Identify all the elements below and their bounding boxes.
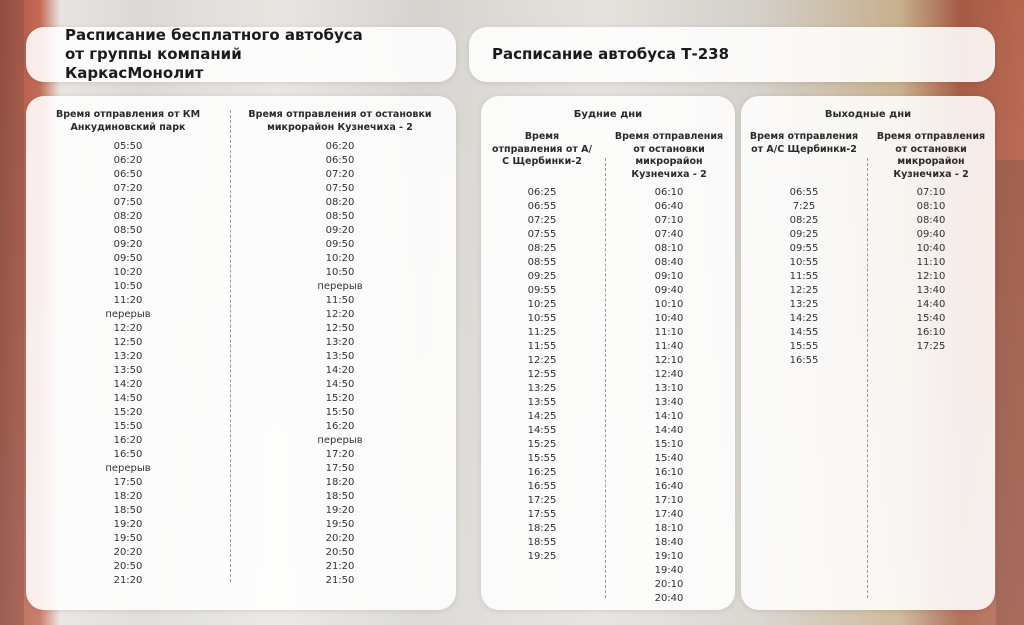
time-item: 10:10 [654,299,684,310]
break-item: перерыв [105,463,151,474]
time-item: 06:40 [654,201,684,212]
time-item: 16:40 [654,481,684,492]
time-item: 17:25 [527,495,557,506]
time-item: 16:25 [527,467,557,478]
time-item: 09:25 [789,229,819,240]
time-item: 18:40 [654,537,684,548]
time-item: 17:50 [325,463,355,474]
background-building-right [996,160,1024,625]
time-item: 07:25 [527,215,557,226]
weekends-col-shcherbinki [749,131,859,368]
time-item: 14:20 [325,365,355,376]
time-item: 11:55 [527,341,557,352]
time-item: 13:40 [916,285,946,296]
time-item: 20:40 [654,593,684,604]
weekends-col-kuznechikha [875,131,987,354]
time-item: 13:40 [654,397,684,408]
time-item: 07:55 [527,229,557,240]
time-item: 14:25 [789,313,819,324]
time-item: 09:55 [789,243,819,254]
time-item: 16:20 [113,435,143,446]
time-item: 12:25 [789,285,819,296]
time-item: 08:25 [789,215,819,226]
time-item: 15:40 [916,313,946,324]
time-item: 11:25 [527,327,557,338]
time-item: 15:55 [527,453,557,464]
time-item: 06:20 [325,141,355,152]
time-item: 15:10 [654,439,684,450]
time-item: 18:25 [527,523,557,534]
time-item: 20:20 [113,547,143,558]
time-item: 14:40 [916,299,946,310]
time-item: 10:20 [325,253,355,264]
free-bus-title-card [26,27,456,82]
time-item: 09:40 [654,285,684,296]
free-bus-title: Расписание бесплатного автобуса от группы компаний КаркасМонолит [65,26,363,82]
time-item: 15:55 [789,341,819,352]
time-item: 14:55 [789,327,819,338]
background-building-left [0,0,24,625]
time-item: 20:50 [325,547,355,558]
time-item: 13:20 [113,351,143,362]
time-item: 12:20 [325,309,355,320]
time-item: 09:50 [325,239,355,250]
time-item: 17:20 [325,449,355,460]
break-item: перерыв [317,281,363,292]
col-header: Время отправления от А/С Щербинки-2 [749,131,859,155]
time-item: 09:40 [916,229,946,240]
time-item: 08:55 [527,257,557,268]
column-divider [867,158,868,598]
time-list [244,140,436,588]
time-item: 06:55 [789,187,819,198]
t238-title-card [469,27,995,82]
col-header: Время отправления от остановки микрорайон Кузнечиха - 2 [876,131,986,180]
time-item: 12:25 [527,355,557,366]
free-bus-col-ankudinovsky [48,109,208,588]
time-list [749,186,859,368]
time-list [875,186,987,354]
time-item: 09:10 [654,271,684,282]
time-item: 08:10 [916,201,946,212]
time-item: 14:40 [654,425,684,436]
time-item: 09:20 [113,239,143,250]
time-item: 20:50 [113,561,143,572]
free-bus-schedule-card [26,96,456,610]
time-item: 10:25 [527,299,557,310]
time-item: 17:40 [654,509,684,520]
time-item: 16:50 [113,449,143,460]
time-item: 11:55 [789,271,819,282]
time-item: 13:55 [527,397,557,408]
t238-title: Расписание автобуса Т-238 [492,45,730,63]
time-item: 21:20 [325,561,355,572]
time-item: 07:20 [325,169,355,180]
time-item: 19:20 [113,519,143,530]
time-item: 13:20 [325,337,355,348]
time-item: 12:10 [916,271,946,282]
time-item: 12:10 [654,355,684,366]
time-item: 06:10 [654,187,684,198]
weekends-schedule-card [741,96,995,610]
time-item: 12:40 [654,369,684,380]
time-item: 11:10 [916,257,946,268]
time-item: 13:25 [789,299,819,310]
time-item: 14:20 [113,379,143,390]
time-item: 16:55 [789,355,819,366]
time-item: 05:50 [113,141,143,152]
time-item: 15:40 [654,453,684,464]
column-divider [605,158,606,598]
time-item: 10:50 [113,281,143,292]
time-item: 10:55 [789,257,819,268]
weekends-title: Выходные дни [824,109,912,120]
time-item: 15:20 [113,407,143,418]
time-item: 13:10 [654,383,684,394]
time-item: 08:40 [916,215,946,226]
time-item: 19:50 [325,519,355,530]
time-item: 07:50 [325,183,355,194]
time-item: 09:50 [113,253,143,264]
time-list [489,186,595,564]
time-list [48,140,208,588]
time-item: 16:10 [916,327,946,338]
time-item: 15:25 [527,439,557,450]
time-item: 14:50 [113,393,143,404]
time-item: 13:50 [113,365,143,376]
time-item: 7:25 [792,201,816,212]
time-item: 11:50 [325,295,355,306]
time-item: 08:50 [325,211,355,222]
time-item: 10:20 [113,267,143,278]
weekdays-schedule-card [481,96,735,610]
time-item: 12:50 [325,323,355,334]
time-item: 11:10 [654,327,684,338]
time-item: 17:55 [527,509,557,520]
time-item: 19:50 [113,533,143,544]
time-item: 07:10 [654,215,684,226]
time-item: 09:25 [527,271,557,282]
time-item: 06:50 [325,155,355,166]
time-item: 17:10 [654,495,684,506]
time-item: 14:50 [325,379,355,390]
time-item: 11:40 [654,341,684,352]
time-item: 20:10 [654,579,684,590]
time-item: 14:55 [527,425,557,436]
time-item: 06:20 [113,155,143,166]
time-item: 06:55 [527,201,557,212]
column-divider [230,110,231,582]
time-item: 18:20 [113,491,143,502]
time-item: 14:25 [527,411,557,422]
time-item: 12:20 [113,323,143,334]
time-item: 15:50 [325,407,355,418]
time-item: 10:55 [527,313,557,324]
col-header: Время отправления от А/С Щербинки-2 [491,131,592,167]
col-header: Время отправления от остановки микрорайон Кузнечиха - 2 [248,109,432,133]
time-item: 09:55 [527,285,557,296]
time-item: 18:55 [527,537,557,548]
time-item: 18:50 [325,491,355,502]
weekdays-col-shcherbinki [489,131,595,564]
time-item: 08:25 [527,243,557,254]
time-item: 12:50 [113,337,143,348]
break-item: перерыв [105,309,151,320]
time-item: 08:50 [113,225,143,236]
time-item: 16:20 [325,421,355,432]
time-item: 06:25 [527,187,557,198]
free-bus-col-kuznechikha [244,109,436,588]
time-item: 07:40 [654,229,684,240]
time-item: 17:25 [916,341,946,352]
time-item: 07:50 [113,197,143,208]
time-item: 19:40 [654,565,684,576]
weekdays-col-kuznechikha [613,131,725,606]
time-item: 07:20 [113,183,143,194]
time-list [613,186,725,606]
col-header: Время отправления от КМ Анкудиновский парк [55,109,201,133]
time-item: 08:40 [654,257,684,268]
col-header: Время отправления от остановки микрорайон Кузнечиха - 2 [614,131,724,180]
time-item: 18:10 [654,523,684,534]
time-item: 15:50 [113,421,143,432]
time-item: 13:25 [527,383,557,394]
time-item: 19:20 [325,505,355,516]
time-item: 10:50 [325,267,355,278]
time-item: 15:20 [325,393,355,404]
time-item: 11:20 [113,295,143,306]
time-item: 19:25 [527,551,557,562]
time-item: 08:20 [325,197,355,208]
time-item: 06:50 [113,169,143,180]
time-item: 13:50 [325,351,355,362]
time-item: 20:20 [325,533,355,544]
time-item: 10:40 [654,313,684,324]
time-item: 19:10 [654,551,684,562]
time-item: 18:50 [113,505,143,516]
time-item: 21:20 [113,575,143,586]
time-item: 12:55 [527,369,557,380]
break-item: перерыв [317,435,363,446]
time-item: 08:10 [654,243,684,254]
time-item: 16:55 [527,481,557,492]
time-item: 08:20 [113,211,143,222]
time-item: 17:50 [113,477,143,488]
time-item: 14:10 [654,411,684,422]
time-item: 18:20 [325,477,355,488]
time-item: 10:40 [916,243,946,254]
time-item: 21:50 [325,575,355,586]
time-item: 16:10 [654,467,684,478]
time-item: 09:20 [325,225,355,236]
time-item: 07:10 [916,187,946,198]
weekdays-title: Будние дни [573,109,643,120]
